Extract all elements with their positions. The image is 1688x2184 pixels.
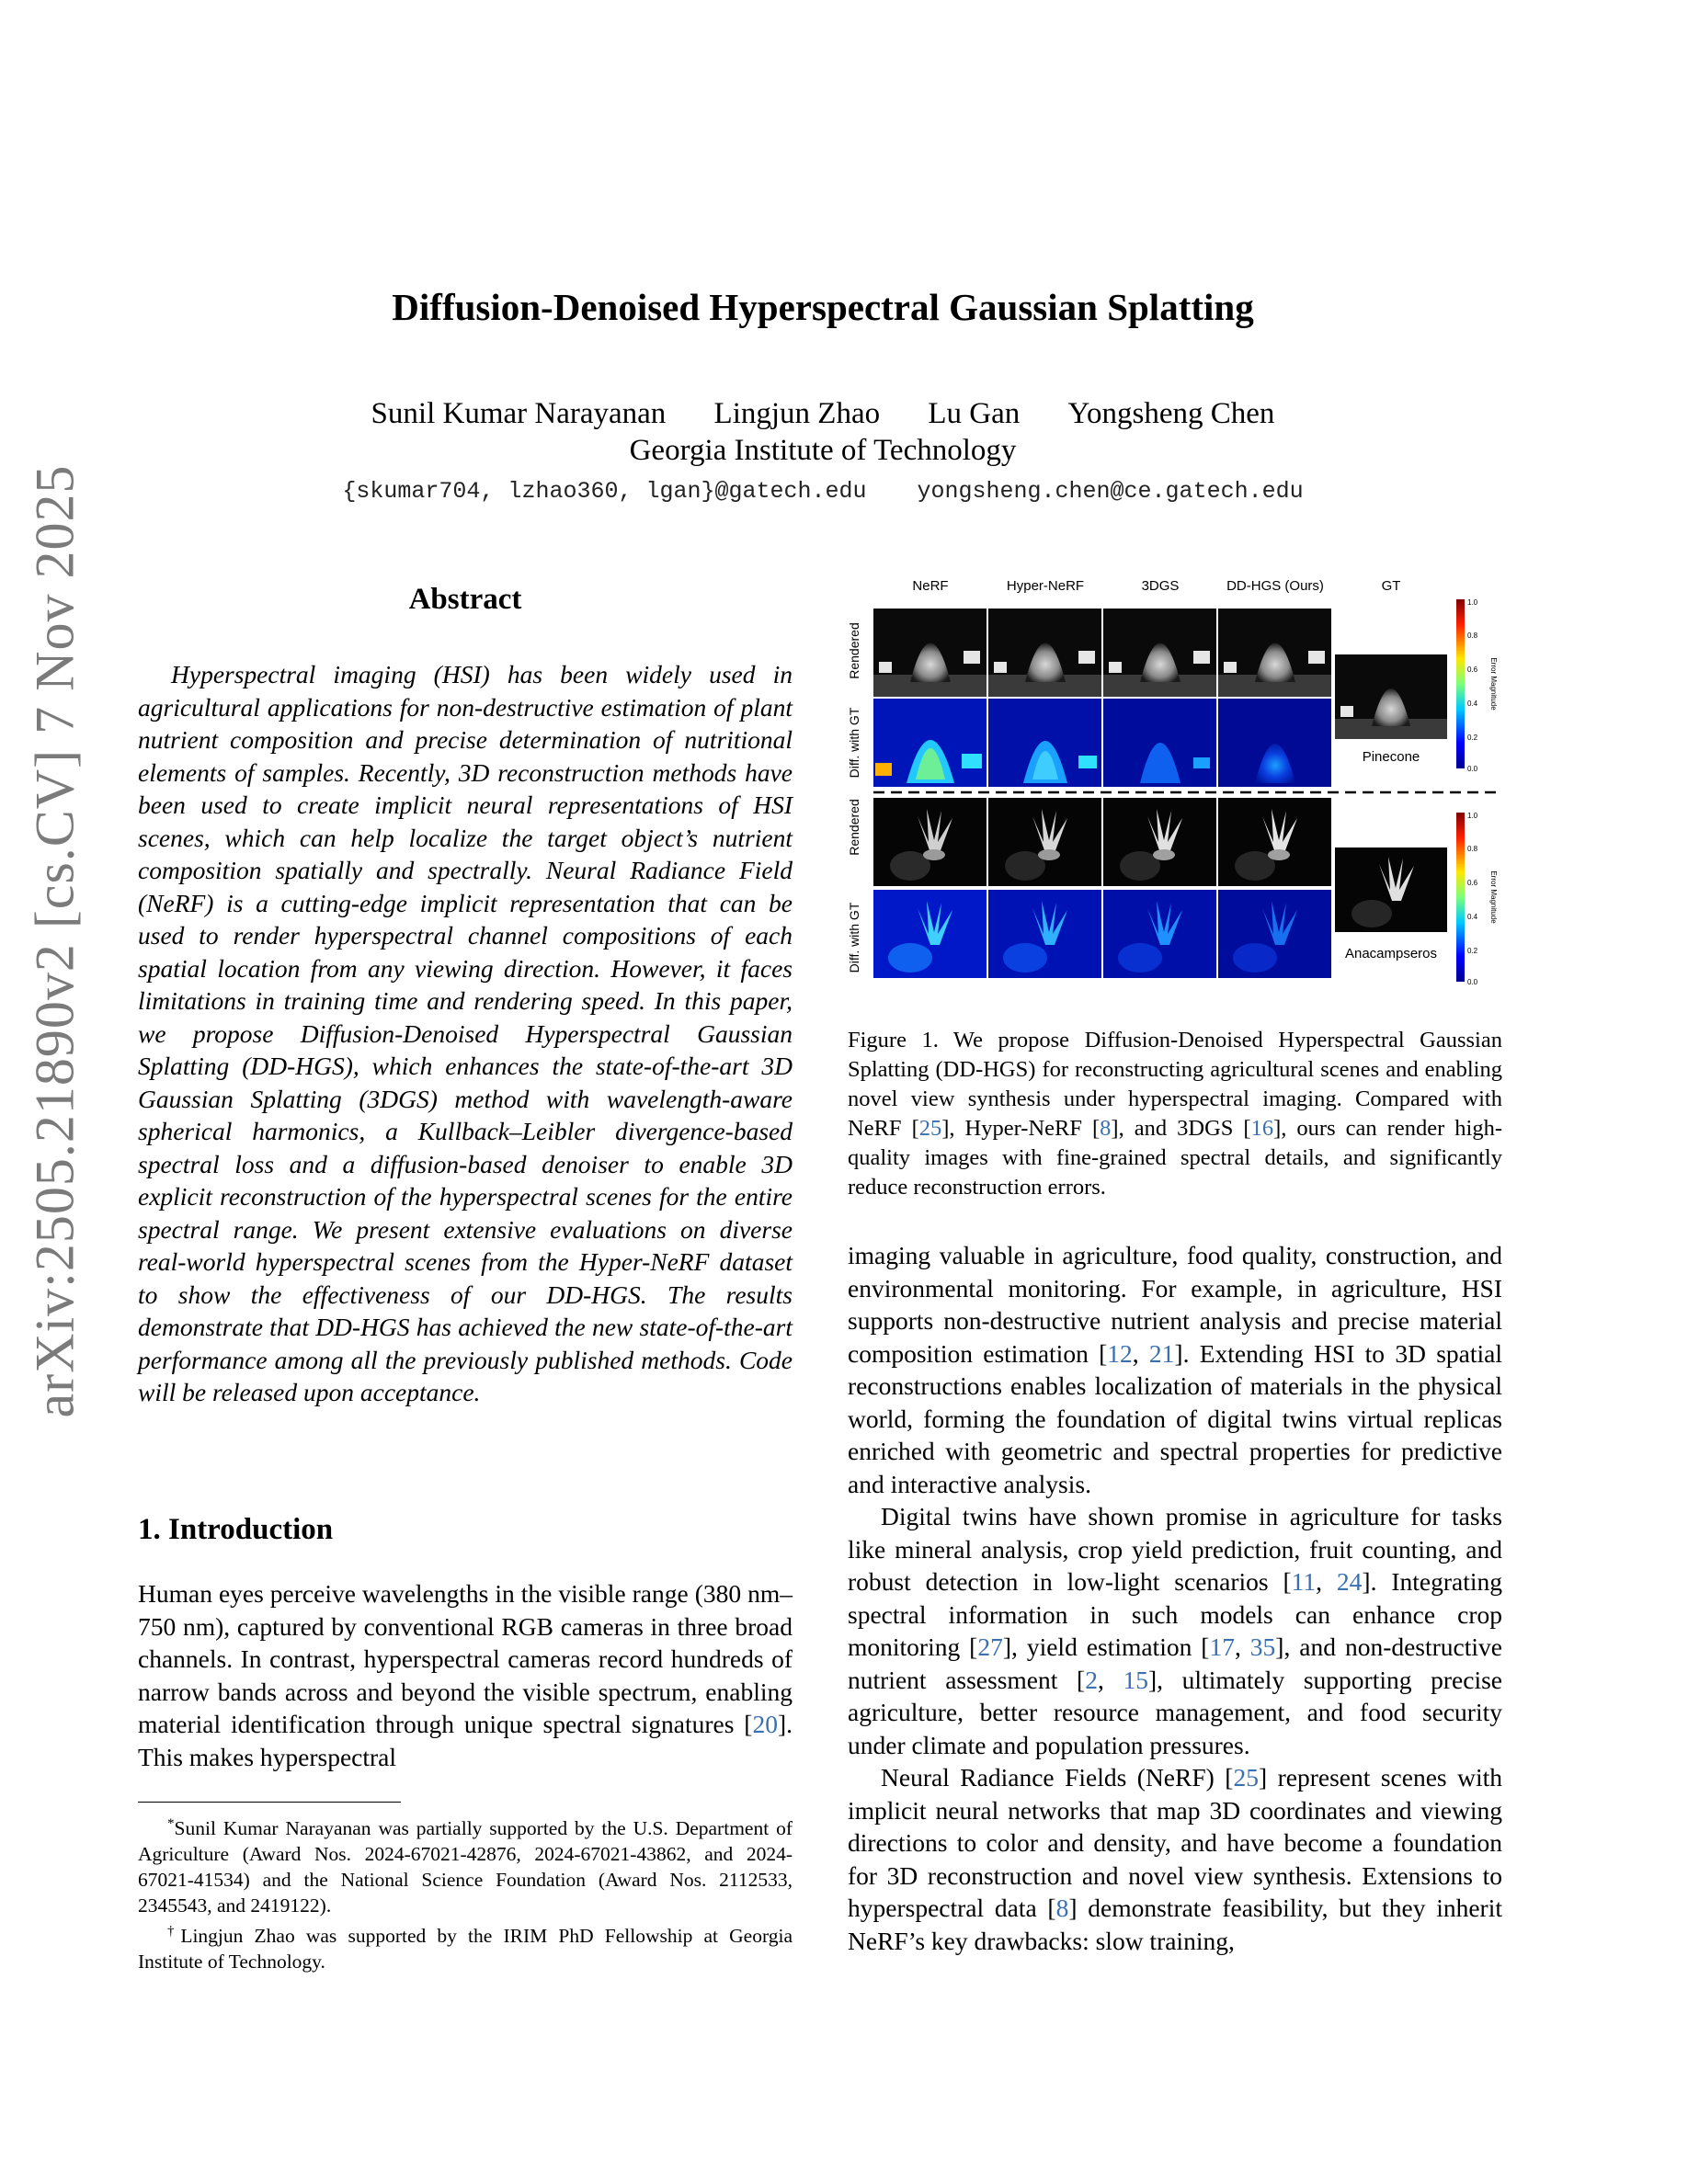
citation-link[interactable]: 8 <box>1055 1894 1069 1922</box>
column-label-ddhgs: DD-HGS (Ours) <box>1226 578 1324 594</box>
author: Lingjun Zhao <box>713 397 881 430</box>
row-label-diff: Diff. with GT <box>847 707 861 779</box>
citation-link[interactable]: 8 <box>1100 1116 1112 1141</box>
column-label-nerf: NeRF <box>912 578 949 594</box>
scene-label-anacampseros: Anacampseros <box>1344 946 1438 961</box>
citation-link[interactable]: 11 <box>1291 1567 1317 1596</box>
email: {skumar704, lzhao360, lgan}@gatech.edu <box>342 478 867 505</box>
anacampseros-rendered-row <box>873 798 1331 886</box>
citation-link[interactable]: 16 <box>1250 1116 1274 1141</box>
intro-paragraph: Human eyes perceive wavelengths in the visible range (380 nm–750 nm), captured by conventional RGB cameras in three broad channels. In contrast, hyperspectral cameras record hundreds of narrow bands across and beyond the visible spectrum, enabling material identification through unique spectral signatures [20]. This makes hyperspectral <box>138 1579 793 1771</box>
pinecone-diff-row <box>873 699 1331 787</box>
row-label-diff: Diff. with GT <box>847 902 861 973</box>
affiliation: Georgia Institute of Technology <box>629 434 1017 467</box>
anacampseros-diff-row <box>873 890 1331 978</box>
citation-link[interactable]: 20 <box>752 1710 778 1738</box>
colorbar-top <box>1456 598 1498 773</box>
column-label-hypernerf: Hyper-NeRF <box>1006 578 1085 594</box>
citation-link[interactable]: 25 <box>918 1116 942 1141</box>
figure-1-grid <box>846 577 1504 987</box>
svg-text:0.8: 0.8 <box>1467 845 1478 853</box>
citation-link[interactable]: 25 <box>1233 1763 1259 1792</box>
svg-text:0.0: 0.0 <box>1467 765 1478 773</box>
body-paragraph: Digital twins have shown promise in agriculture for tasks like mineral analysis, crop yield prediction, fruit counting, and robust detection in low-light scenarios [11, 24]. Integrating spectral information in such models can enhance crop monitoring [27], yield estimation [17, 35], and non-destructive nutrient assessment [2, 15], ultimately supporting precise agriculture, better resource management, and food security under climate and population pressures. <box>848 1502 1503 1759</box>
svg-text:1.0: 1.0 <box>1467 598 1478 607</box>
footnote-divider <box>138 1802 401 1803</box>
citation-link[interactable]: 27 <box>977 1632 1003 1661</box>
paper-title: Diffusion-Denoised Hyperspectral Gaussian Splatting <box>392 286 1254 328</box>
citation-link[interactable]: 24 <box>1336 1567 1363 1596</box>
column-label-gt: GT <box>1381 578 1401 594</box>
scene-label-pinecone: Pinecone <box>1362 749 1420 765</box>
svg-text:0.4: 0.4 <box>1467 700 1478 708</box>
arxiv-stamp-text: arXiv:2505.21890v2 [cs.CV] 7 Nov 2025 <box>24 464 86 1418</box>
abstract-heading: Abstract <box>408 583 522 616</box>
svg-text:0.6: 0.6 <box>1467 665 1478 674</box>
figure-caption: Figure 1. We propose Diffusion-Denoised Hyperspectral Gaussian Splatting (DD-HGS) for reconstructing agricultural scenes and enabling novel view synthesis under hyperspectral imaging. Compared with NeRF [25], Hyper-NeRF [8], and 3DGS [16], ours can render high-quality images with fine-grained spectral details, and significantly reduce reconstruction errors. <box>848 1028 1502 1200</box>
email-list <box>0 478 1646 505</box>
svg-text:0.0: 0.0 <box>1467 978 1478 986</box>
citation-link[interactable]: 17 <box>1209 1632 1235 1661</box>
anacampseros-gt-image <box>1335 847 1447 932</box>
svg-text:0.2: 0.2 <box>1467 947 1478 955</box>
author: Yongsheng Chen <box>1067 397 1275 430</box>
svg-text:0.8: 0.8 <box>1467 631 1478 640</box>
abstract-text: Hyperspectral imaging (HSI) has been widely used in agricultural applications for non-destructive estimation of plant nutrient composition and precise determination of nutritional elements of samples. Recently, 3D reconstruction methods have been used to create implicit neural representations of HSI scenes, which can help localize the target object’s nutrient composition spatially and spectrally. Neural Radiance Field (NeRF) is a cutting-edge implicit representation that can be used to render hyperspectral channel compositions of each spatial location from any viewing direction. However, it faces limitations in training time and rendering speed. In this paper, we propose Diffusion-Denoised Hyperspectral Gaussian Splatting (DD-HGS), which enhances the state-of-the-art 3D Gaussian Splatting (3DGS) method with wavelength-aware spherical harmonics, a Kullback–Leibler divergence-based spectral loss and a diffusion-based denoiser to enable 3D explicit reconstruction of the hyperspectral scenes for the entire spectral range. We present extensive evaluations on diverse real-world hyperspectral scenes from the Hyper-NeRF dataset to show the effectiveness of our DD-HGS. The results demonstrate that DD-HGS has achieved the new state-of-the-art performance among all the previously published methods. Code will be released upon acceptance. <box>138 660 793 1406</box>
pinecone-gt-image <box>1335 654 1447 739</box>
author: Lu Gan <box>928 397 1021 430</box>
email: yongsheng.chen@ce.gatech.edu <box>917 478 1304 505</box>
svg-text:Error Magnitude: Error Magnitude <box>1489 657 1498 711</box>
row-label-rendered: Rendered <box>847 622 861 679</box>
footnote-1: *Sunil Kumar Narayanan was partially supported by the U.S. Department of Agriculture (Award Nos. 2024-67021-42876, 2024-67021-43862, and 2024-67021-41534) and the National Science Foundation (Award Nos. 2112533, 2345543, and 2419122). <box>138 1816 793 1917</box>
body-paragraph: imaging valuable in agriculture, food quality, construction, and environmental monitoring. For example, in agriculture, HSI supports non-destructive nutrient analysis and precise material composition estimation [12, 21]. Extending HSI to 3D spatial reconstructions enables localization of materials in the physical world, forming the foundation of digital twins virtual replicas enriched with geometric and spectral properties for predictive and interactive analysis. <box>848 1241 1502 1498</box>
section-heading-introduction: 1. Introduction <box>138 1513 334 1546</box>
citation-link[interactable]: 35 <box>1249 1632 1276 1661</box>
right-column-text <box>848 1239 1502 1957</box>
pinecone-rendered-row <box>873 609 1331 697</box>
svg-text:1.0: 1.0 <box>1467 812 1478 820</box>
citation-link[interactable]: 2 <box>1085 1665 1098 1694</box>
citation-link[interactable]: 21 <box>1148 1338 1175 1368</box>
citation-link[interactable]: 12 <box>1107 1338 1133 1368</box>
author: Sunil Kumar Narayanan <box>371 397 667 430</box>
footnotes <box>138 1811 793 1974</box>
colorbar-bottom <box>1456 812 1498 986</box>
citation-link[interactable]: 15 <box>1123 1665 1148 1694</box>
column-label-3dgs: 3DGS <box>1141 578 1180 594</box>
figure-1 <box>846 577 1504 987</box>
svg-text:Error Magnitude: Error Magnitude <box>1489 870 1498 924</box>
svg-text:0.6: 0.6 <box>1467 879 1478 887</box>
row-label-rendered: Rendered <box>847 799 861 856</box>
svg-text:0.2: 0.2 <box>1467 734 1478 742</box>
footnote-2: †Lingjun Zhao was supported by the IRIM PhD Fellowship at Georgia Institute of Technology. <box>138 1924 793 1974</box>
svg-text:0.4: 0.4 <box>1467 913 1478 921</box>
body-paragraph: Neural Radiance Fields (NeRF) [25] represent scenes with implicit neural networks that map 3D coordinates and viewing directions to color and density, and have become a foundation for 3D reconstruction and novel view synthesis. Extensions to hyperspectral data [8] demonstrate feasibility, but they inherit NeRF’s key drawbacks: slow training, <box>848 1763 1502 1955</box>
author-list <box>0 397 1646 431</box>
